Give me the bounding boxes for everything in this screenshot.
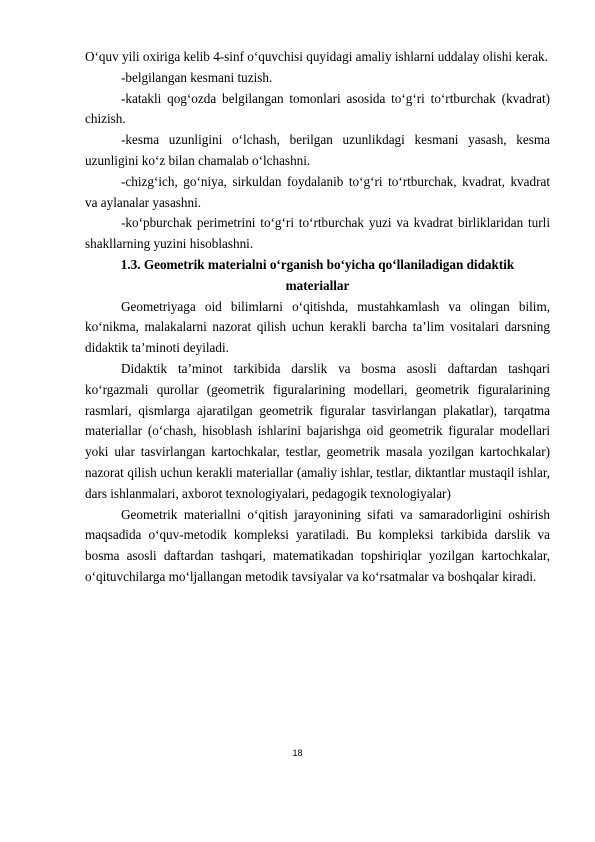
section-heading: 1.3. Geometrik materialni o‘rganish bo‘yicha qo‘llaniladigan didaktik materiallar [120,256,515,293]
skill-item-segment: -belgilangan kesmani tuzish. [121,69,273,85]
page-number: 18 [292,748,303,758]
skill-item-measure: -kesma uzunligini o‘lchash, berilgan uzunlikdagi kesmani yasash, kesma uzunligini ko‘z bilan chamalab o‘lchashni. [85,132,550,168]
skill-item-construct: -chizg‘ich, go‘niya, sirkuldan foydalanib to‘g‘ri to‘rtburchak, kvadrat, kvadrat va aylanalar yasashni. [85,173,550,210]
body-paragraph-complex: Geometrik materiallni o‘qitish jarayonining sifati va samaradorligini oshirish maqsadida o‘quv-metodik kompleksi yaratiladi. Bu kompleksi tarkibida darslik va bosma asosli daftardan tashqari, matematikadan topshiriqlar yozilgan kartochkalar, o‘qituvchilarga mo‘ljallangan metodik tavsiyalar va ko‘rsatmalar va boshqalar kiradi. [85,506,550,584]
intro-paragraph: O‘quv yili oxiriga kelib 4-sinf o‘quvchisi quyidagi amaliy ishlarni uddalay olishi kerak. [85,49,548,64]
skill-item-rectangle: -katakli qog‘ozda belgilangan tomonlari asosida to‘g‘ri to‘rtburchak (kvadrat) chizish. [85,90,550,127]
document-page [85,47,550,588]
body-paragraph-materials: Didaktik ta’minot tarkibida darslik va bosma asosli daftardan tashqari ko‘rgazmali qurollar (geometrik figuralarining modellari, geometrik figuralarining rasmlari, qismlarga ajaratilgan geometrik figuralar tasvirlangan plakatlar), tarqatma materiallar (o‘chash, hisoblash ishlarini bajarishga oid geometrik figuralar modellari yoki ular tasvirlangan kartochkalar, testlar, geometrik masala yozilgan kartochkalar) nazorat qilish uchun kerakli materiallar (amaliy ishlar, testlar, diktantlar mustaqil ishlar, dars ishlanmalari, axborot texnologiyalari, pedagogik texnologiyalar) [85,360,550,501]
body-paragraph-definition: Geometriyaga oid bilimlarni o‘qitishda, mustahkamlash va olingan bilim, ko‘nikma, malakalarni nazorat qilish uchun kerakli barcha ta’lim vositalari darsning didaktik ta’minoti deyiladi. [85,298,550,356]
skill-item-area: -ko‘pburchak perimetrini to‘g‘ri to‘rtburchak yuzi va kvadrat birliklaridan turli shakllarning yuzini hisoblashni. [85,215,550,252]
